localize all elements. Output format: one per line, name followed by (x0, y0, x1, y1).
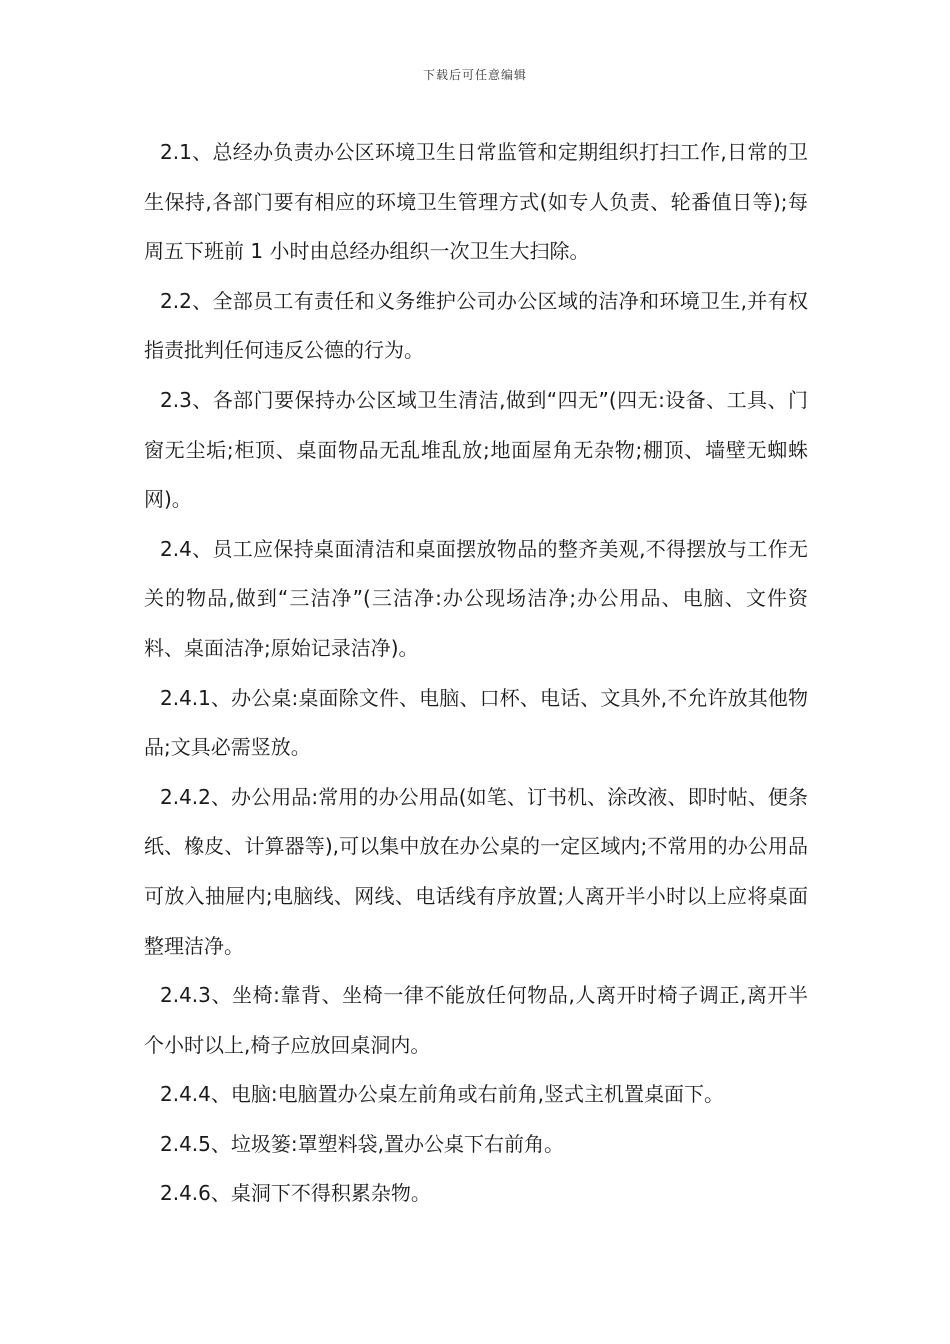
paragraph-2-4-6: 2.4.6、桌洞下不得积累杂物。 (160, 1181, 431, 1206)
paragraph-2-3: 2.3、各部门要保持办公区域卫生清洁,做到“四无”(四无:设备、工具、门窗无尘垢;柜顶、桌面物品无乱堆乱放;地面屋角无杂物;棚顶、墙壁无蜘蛛网)。 (144, 387, 808, 512)
document-body (144, 128, 808, 1219)
paragraph-2-4: 2.4、员工应保持桌面清洁和桌面摆放物品的整齐美观,不得摆放与工作无关的物品,做到“三洁净”(三洁净:办公现场洁净;办公用品、电脑、文件资料、桌面洁净;原始记录洁净)。 (144, 536, 808, 660)
paragraph-2-4-2: 2.4.2、办公用品:常用的办公用品(如笔、订书机、涂改液、即时帖、便条纸、橡皮、计算器等),可以集中放在办公桌的一定区域内;不常用的办公用品可放入抽屉内;电脑线、网线、电话线有序放置;人离开半小时以上应将桌面整理洁净。 (144, 784, 808, 958)
paragraph-2-4-1: 2.4.1、办公桌:桌面除文件、电脑、口杯、电话、文具外,不允许放其他物品;文具必需竖放。 (144, 685, 808, 760)
paragraph-2-4-3: 2.4.3、坐椅:靠背、坐椅一律不能放任何物品,人离开时椅子调正,离开半个小时以上,椅子应放回桌洞内。 (144, 983, 808, 1057)
paragraph-2-4-5: 2.4.5、垃圾篓:罩塑料袋,置办公桌下右前角。 (160, 1131, 564, 1156)
paragraph-2-1: 2.1、总经办负责办公区环境卫生日常监管和定期组织打扫工作,日常的卫生保持,各部门要有相应的环境卫生管理方式(如专人负责、轮番值日等);每周五下班前 1 小时由总经办组织一次卫生大扫除。 (144, 140, 808, 264)
paragraph-2-4-4: 2.4.4、电脑:电脑置办公桌左前角或右前角,竖式主机置桌面下。 (160, 1082, 724, 1107)
page-header-note: 下载后可任意编辑 (422, 68, 527, 82)
paragraph-2-2: 2.2、全部员工有责任和义务维护公司办公区域的洁净和环境卫生,并有权指责批判任何违反公德的行为。 (144, 288, 808, 363)
